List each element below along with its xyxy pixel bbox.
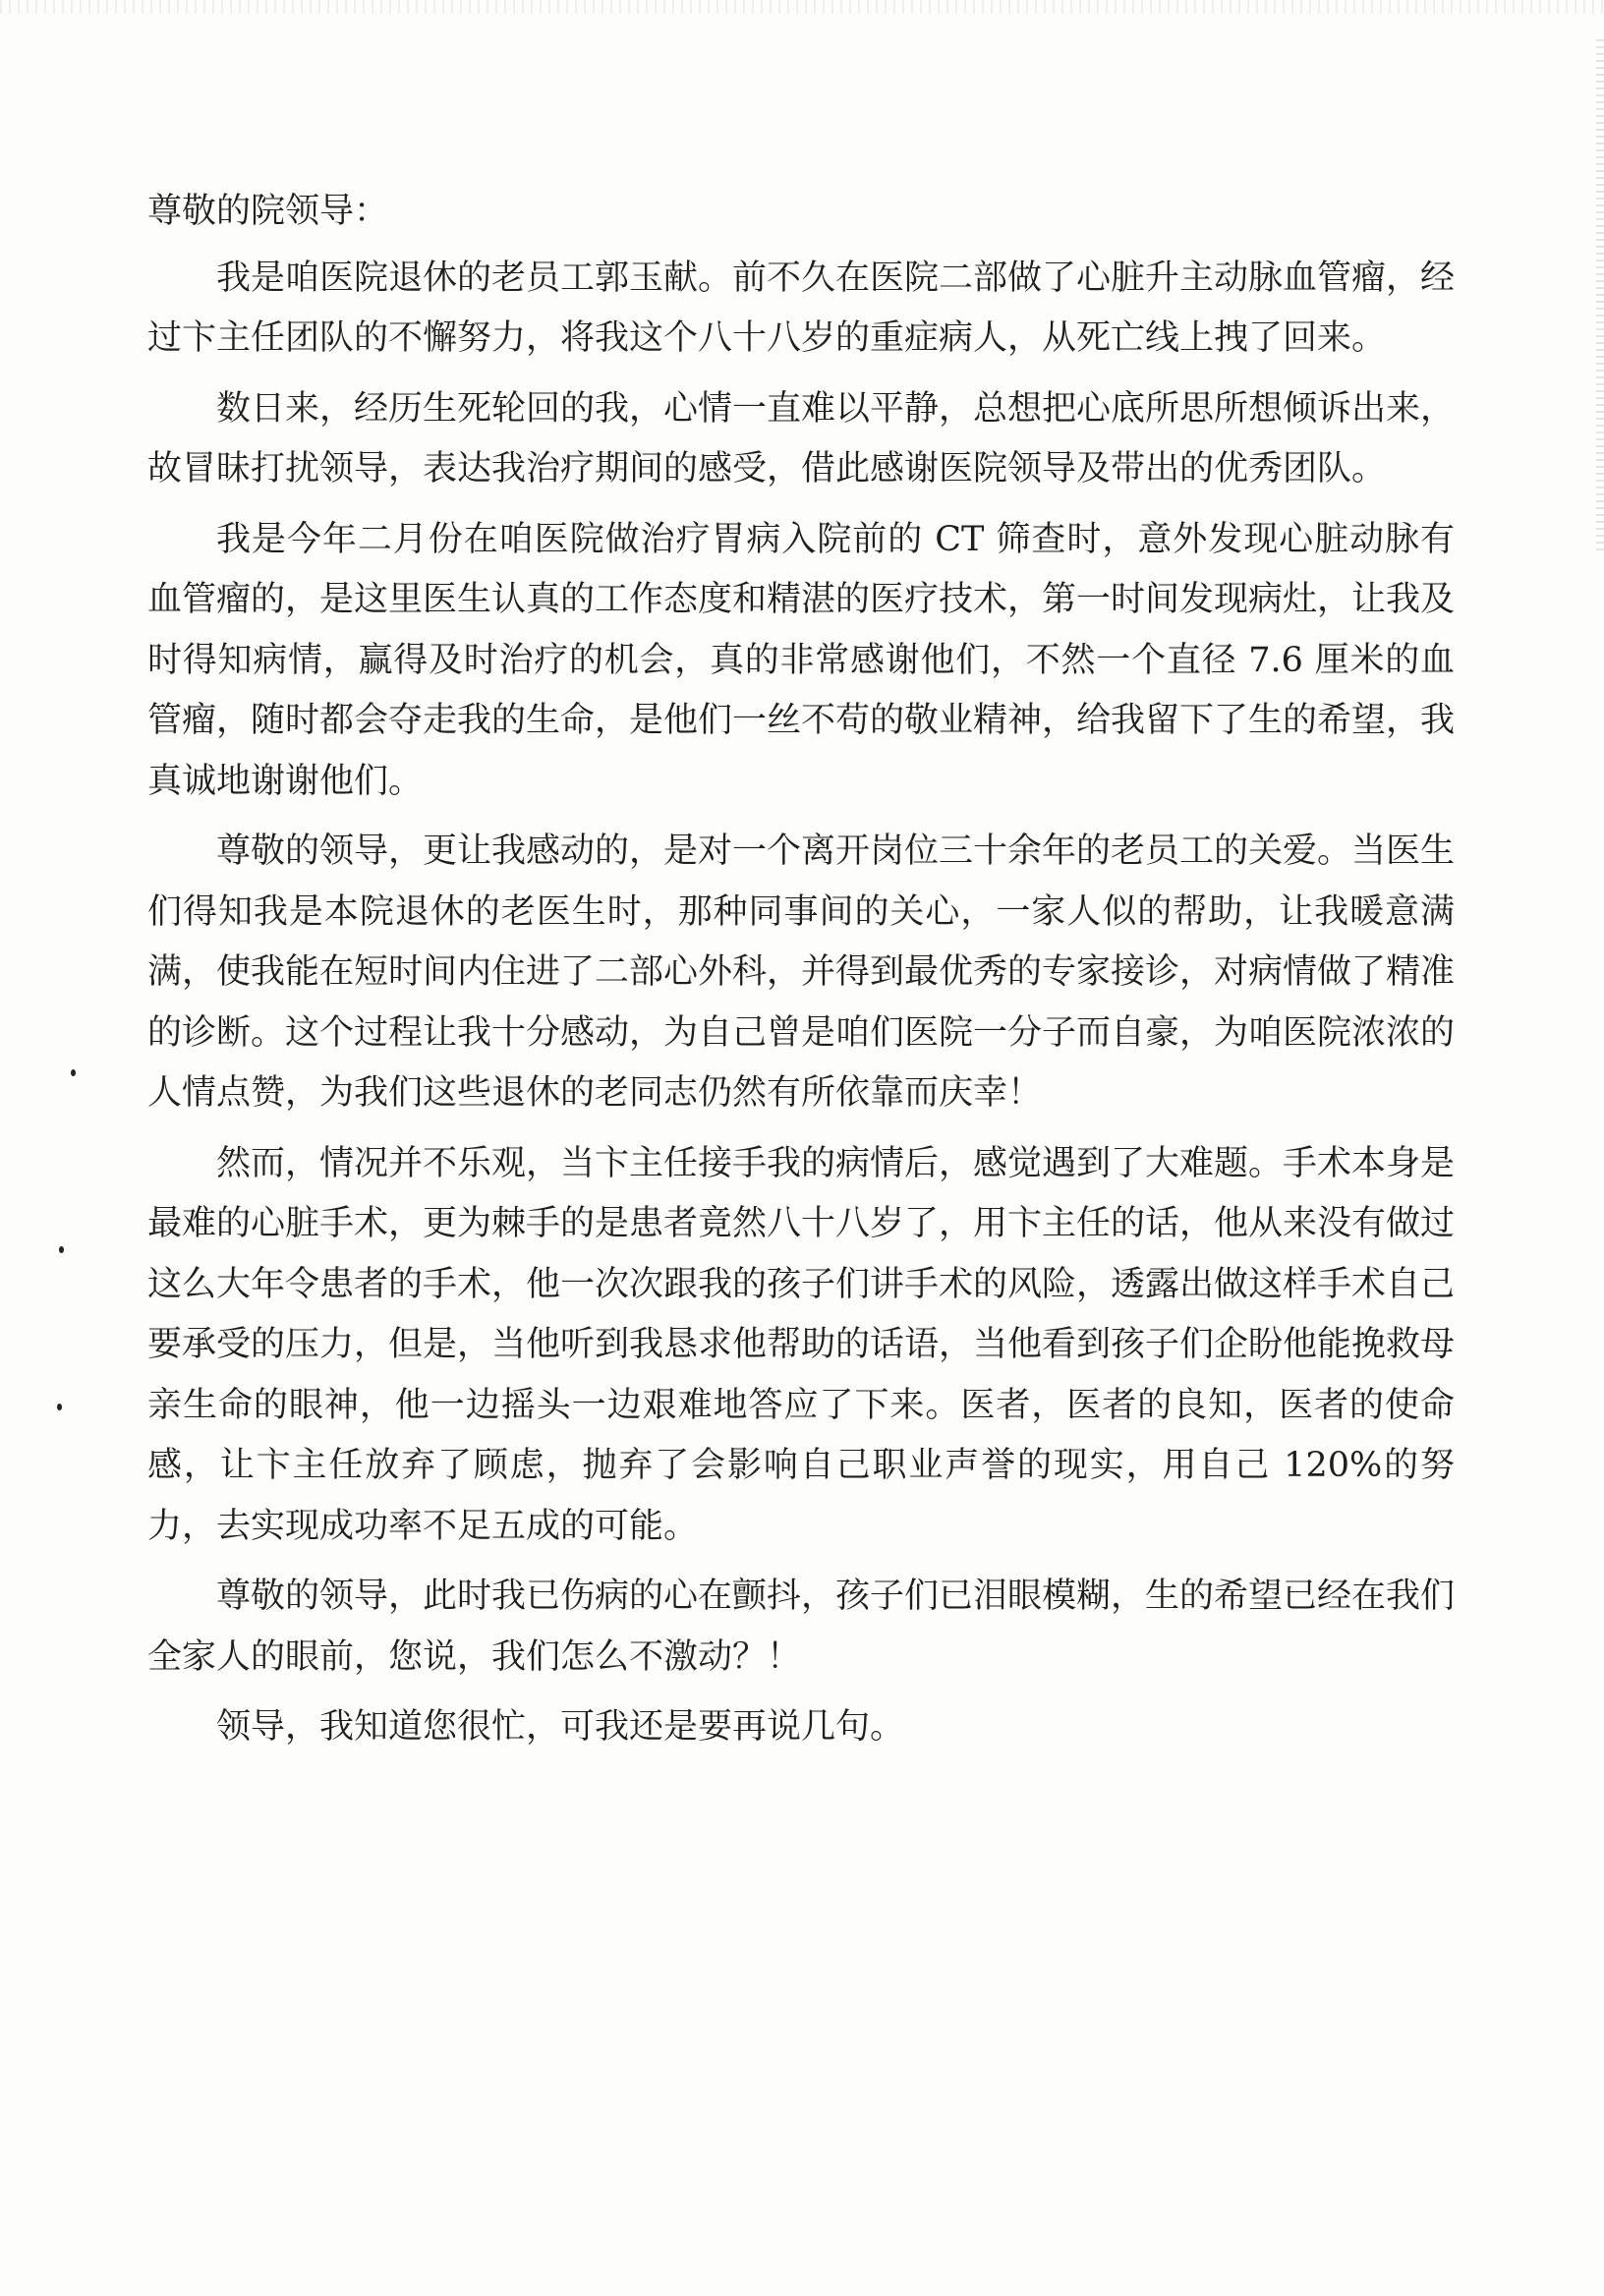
scan-speck	[59, 1246, 64, 1253]
letter-paragraph: 尊敬的领导，更让我感动的，是对一个离开岗位三十余年的老员工的关爱。当医生们得知我是本院退休的老医生时，那种同事间的关心，一家人似的帮助，让我暖意满满，使我能在短时间内住进了二部心外科，并得到最优秀的专家接诊，对病情做了精准的诊断。这个过程让我十分感动，为自己曾是咱们医院一分子而自豪，为咱医院浓浓的人情点赞，为我们这些退休的老同志仍然有所依靠而庆幸！	[147, 832, 1456, 1113]
scan-edge-top	[0, 0, 1604, 14]
letter-salutation: 尊敬的院领导：	[147, 192, 389, 231]
letter-paragraph: 我是咱医院退休的老员工郭玉献。前不久在医院二部做了心脏升主动脉血管瘤，经过卞主任团队的不懈努力，将我这个八十八岁的重症病人，从死亡线上拽了回来。	[147, 258, 1456, 358]
letter-paragraph: 领导，我知道您很忙，可我还是要再说几句。	[216, 1707, 905, 1747]
letter-paragraph: 然而，情况并不乐观，当卞主任接手我的病情后，感觉遇到了大难题。手术本身是最难的心脏手术，更为棘手的是患者竟然八十八岁了，用卞主任的话，他从来没有做过这么大年令患者的手术，他一次次跟我的孩子们讲手术的风险，透露出做这样手术自己要承受的压力，但是，当他听到我恳求他帮助的话语，当他看到孩子们企盼他能挽救母亲生命的眼神，他一边摇头一边艰难地答应了下来。医者，医者的良知，医者的使命感，让卞主任放弃了顾虑，抛弃了会影响自己职业声誉的现实，用自己 120%的努力，去实现成功率不足五成的可能。	[147, 1143, 1456, 1546]
letter-paragraph: 我是今年二月份在咱医院做治疗胃病入院前的 CT 筛查时，意外发现心脏动脉有血管瘤的，是这里医生认真的工作态度和精湛的医疗技术，第一时间发现病灶，让我及时得知病情，赢得及时治疗的机会，真的非常感谢他们，不然一个直径 7.6 厘米的血管瘤，随时都会夺走我的生命，是他们一丝不苟的敬业精神，给我留下了生的希望，我真诚地谢谢他们。	[147, 519, 1456, 801]
letter-paragraph: 数日来，经历生死轮回的我，心情一直难以平静，总想把心底所思所想倾诉出来，故冒昧打扰领导，表达我治疗期间的感受，借此感谢医院领导及带出的优秀团队。	[147, 388, 1456, 488]
scan-edge-right	[1596, 39, 1604, 550]
scan-speck	[71, 1069, 76, 1076]
letter-paragraph: 尊敬的领导，此时我已伤病的心在颤抖，孩子们已泪眼模糊，生的希望已经在我们全家人的眼前，您说，我们怎么不激动？！	[147, 1577, 1456, 1677]
letter-body	[147, 182, 1455, 1768]
scan-speck	[57, 1404, 62, 1410]
